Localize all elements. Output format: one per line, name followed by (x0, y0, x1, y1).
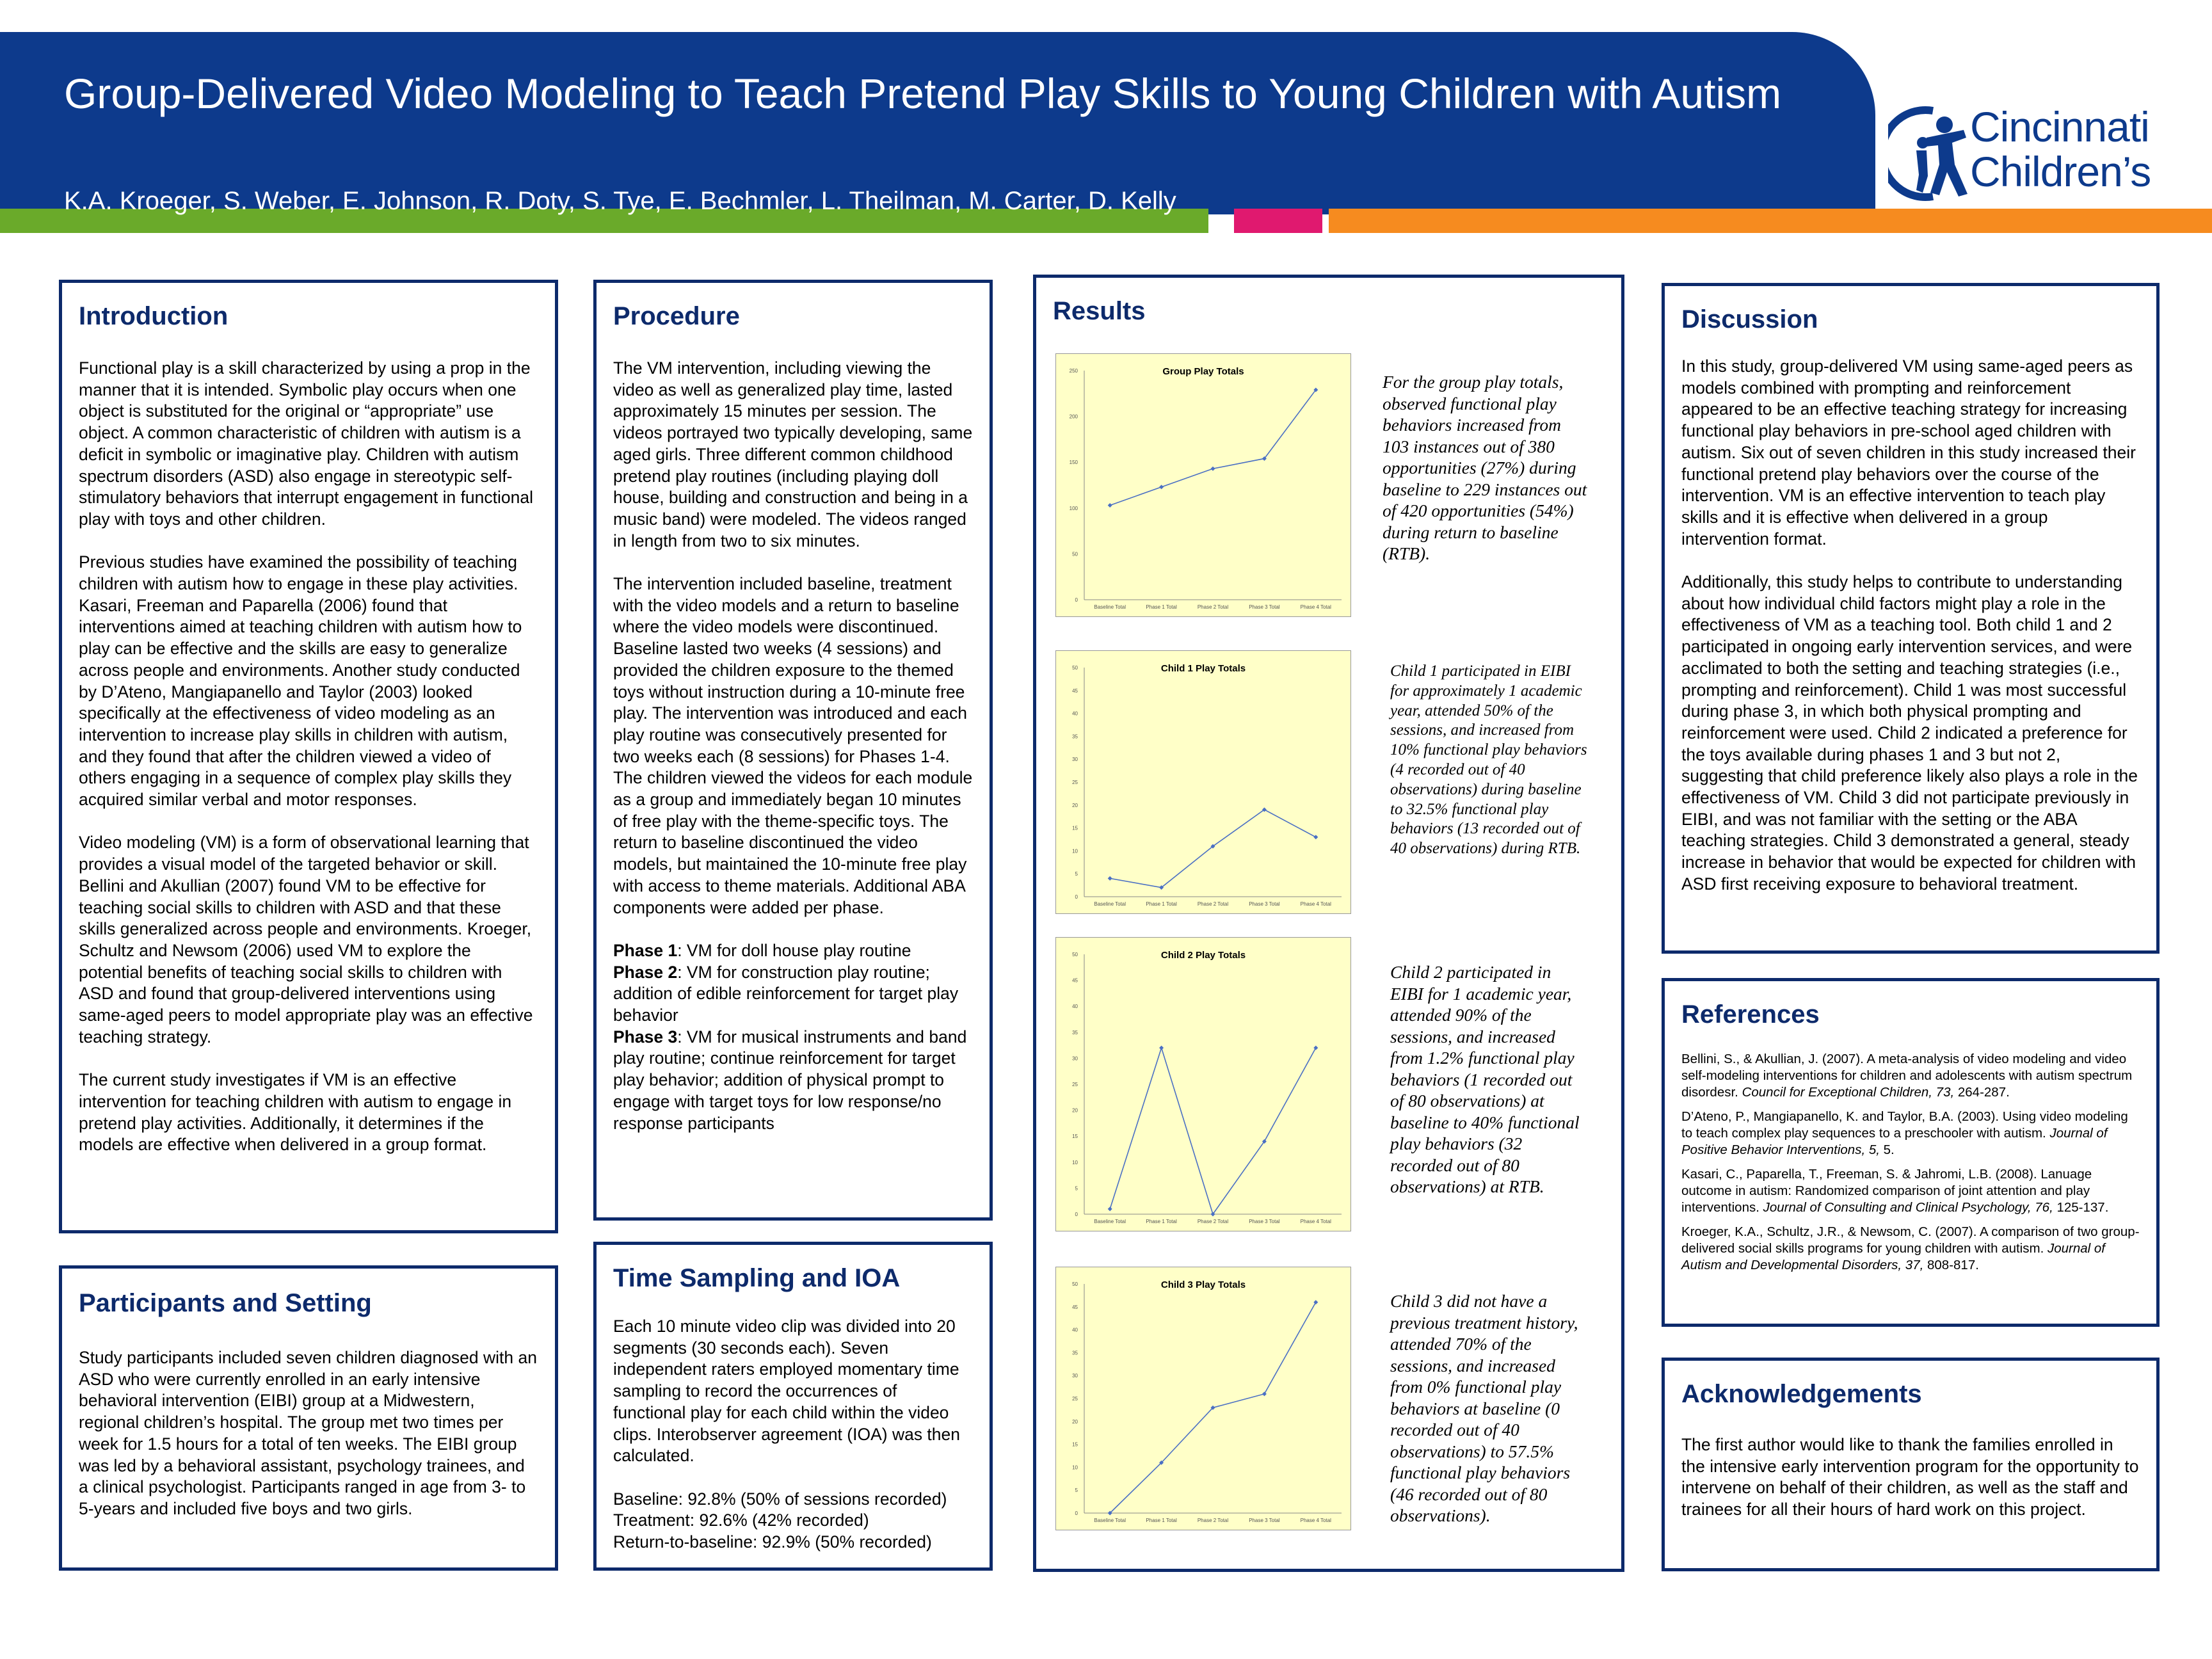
x-tick-label: Baseline Total (1094, 1219, 1126, 1224)
y-tick-label: 20 (1072, 1107, 1078, 1114)
procedure-phase-3 (613, 1027, 973, 1135)
child3-play-chart-svg (1056, 1267, 1350, 1530)
introduction-paragraph-2: Previous studies have examined the possibility of teaching children with autism how to engage in these play activities. Kasari, Freeman and Paparella (2006) found that interventions aimed at teaching children with autism how to play can be effective and the skills are easy to generalize across people and environments. Another study conducted by D’Ateno, Mangiapanello and Taylor (2003) looked specifically at the effectiveness of video modeling as an intervention to increase play skills in children with autism, and they found that after the children viewed a video of others engaging in a sequence of complex play skills they acquired similar verbal and motor responses. (79, 552, 522, 810)
x-tick-label: Phase 4 Total (1300, 604, 1331, 610)
y-tick-label: 10 (1072, 1159, 1078, 1166)
y-tick-label: 20 (1072, 1418, 1078, 1425)
acknowledgements-heading: Acknowledgements (1681, 1380, 1922, 1408)
y-tick-label: 50 (1072, 551, 1078, 557)
discussion-paragraph-1: In this study, group-delivered VM using same-aged peers as models combined with prompting and reinforcement appeared to be an effective teaching strategy for increasing functional play behaviors in pre-school aged children with autism. Six out of seven children in this study increased their functional pretend play behaviors over the course of the intervention. VM is an effective intervention to teach play skills and it is effective when delivered in a group intervention format. (1681, 357, 2136, 549)
y-tick-label: 30 (1072, 757, 1078, 763)
ioa-baseline: Baseline: 92.8% (50% of sessions recorded) (613, 1489, 947, 1509)
x-tick-label: Phase 3 Total (1249, 1518, 1280, 1523)
y-tick-label: 45 (1072, 1304, 1078, 1310)
x-tick-label: Phase 2 Total (1197, 1518, 1229, 1523)
data-point (1313, 1300, 1318, 1304)
x-tick-label: Phase 1 Total (1146, 1219, 1177, 1224)
phase-2-text: : VM for construction play routine; addition of edible reinforcement for target play behavior (613, 962, 959, 1025)
child2-play-chart (1055, 937, 1351, 1231)
reference-item: Kroeger, K.A., Schultz, J.R., & Newsom, C. (2007). A comparison of two group-delivered social skills programs for young children with autism. Journal of Autism and Developmental Disorders, 37, 808-817. (1681, 1224, 2140, 1272)
y-tick-label: 5 (1075, 871, 1078, 878)
y-tick-label: 30 (1072, 1055, 1078, 1062)
ioa-return-to-baseline: Return-to-baseline: 92.9% (50% recorded) (613, 1532, 932, 1552)
x-tick-label: Baseline Total (1094, 1518, 1126, 1523)
procedure-phase-1 (613, 940, 973, 962)
y-tick-label: 20 (1072, 802, 1078, 808)
series-line (1110, 810, 1316, 888)
x-tick-label: Phase 4 Total (1300, 901, 1331, 907)
y-tick-label: 200 (1069, 413, 1078, 420)
discussion-panel (1662, 283, 2160, 954)
y-tick-label: 10 (1072, 848, 1078, 854)
y-tick-label: 30 (1072, 1373, 1078, 1379)
y-tick-label: 5 (1075, 1487, 1078, 1494)
data-point (1313, 1046, 1318, 1050)
references-panel (1662, 978, 2160, 1327)
y-tick-label: 40 (1072, 1327, 1078, 1333)
y-tick-label: 15 (1072, 825, 1078, 831)
data-point (1159, 1046, 1164, 1050)
procedure-heading: Procedure (613, 302, 740, 330)
x-tick-label: Phase 1 Total (1146, 604, 1177, 610)
y-tick-label: 0 (1075, 1511, 1078, 1516)
y-tick-label: 35 (1072, 733, 1078, 740)
group-play-chart (1055, 353, 1351, 617)
reference-item: D’Ateno, P., Mangiapanello, K. and Taylor, B.A. (2003). Using video modeling to teach complex play sequences to a preschooler with autism. Journal of Positive Behavior Interventions, 5, 5. (1681, 1109, 2128, 1157)
pink-stripe (1234, 209, 1322, 233)
time-sampling-panel (593, 1242, 993, 1571)
participants-panel (59, 1265, 558, 1571)
procedure-phase-2 (613, 962, 973, 1027)
discussion-heading: Discussion (1681, 305, 1818, 333)
series-line (1110, 390, 1316, 505)
phase-1-label: Phase 1 (613, 940, 678, 960)
ioa-treatment: Treatment: 92.6% (42% recorded) (613, 1511, 869, 1530)
procedure-panel (593, 280, 993, 1221)
acknowledgements-panel (1662, 1358, 2160, 1571)
introduction-paragraph-4: The current study investigates if VM is an effective intervention for teaching children with autism to engage in pretend play activities. Additionally, it determines if the models are effective when delivered in a group format. (79, 1070, 512, 1155)
x-tick-label: Phase 4 Total (1300, 1518, 1331, 1523)
chart-title: Child 3 Play Totals (1160, 1279, 1246, 1290)
x-tick-label: Phase 1 Total (1146, 901, 1177, 907)
y-tick-label: 45 (1072, 977, 1078, 984)
time-sampling-heading: Time Sampling and IOA (613, 1264, 901, 1292)
child2-play-chart-svg (1056, 938, 1350, 1231)
y-tick-label: 0 (1075, 597, 1078, 603)
chart-title: Group Play Totals (1162, 366, 1244, 377)
logo-wordmark (1970, 104, 2151, 194)
child1-play-chart-svg (1056, 651, 1350, 913)
orange-stripe (1329, 209, 2212, 233)
data-point (1108, 1206, 1112, 1211)
time-sampling-paragraph: Each 10 minute video clip was divided into 20 segments (30 seconds each). Seven independent raters employed momentary time sampling to record the occurrences of functional play for each child within the video clips. Interobserver agreement (IOA) was then calculated. (613, 1317, 961, 1466)
y-tick-label: 15 (1072, 1441, 1078, 1448)
y-tick-label: 15 (1072, 1134, 1078, 1140)
phase-1-text: : VM for doll house play routine (677, 940, 911, 960)
y-tick-label: 40 (1072, 710, 1078, 717)
y-tick-label: 150 (1069, 460, 1078, 466)
y-tick-label: 50 (1072, 665, 1078, 671)
references-heading: References (1681, 1000, 1820, 1029)
phase-3-text: : VM for musical instruments and band play routine; continue reinforcement for target play behavior; addition of physical prompt to engage with target toys for low response/no response participants (613, 1027, 967, 1133)
chart-title: Child 1 Play Totals (1160, 663, 1246, 674)
x-tick-label: Baseline Total (1094, 901, 1126, 907)
x-tick-label: Phase 2 Total (1197, 901, 1229, 907)
y-tick-label: 0 (1075, 894, 1078, 900)
results-heading: Results (1053, 297, 1146, 325)
acknowledgements-paragraph: The first author would like to thank the families enrolled in the intensive early intervention program for the opportunity to intervene on behalf of their children, as well as the staff and trainees for all their hours of hard work on this project. (1681, 1435, 2139, 1519)
data-point (1108, 876, 1112, 881)
child1-play-chart (1055, 650, 1351, 914)
child3-play-chart (1055, 1267, 1351, 1530)
x-tick-label: Baseline Total (1094, 604, 1126, 610)
phase-3-label: Phase 3 (613, 1027, 678, 1046)
x-tick-label: Phase 3 Total (1249, 901, 1280, 907)
y-tick-label: 50 (1072, 1281, 1078, 1287)
participants-heading: Participants and Setting (79, 1289, 372, 1317)
introduction-paragraph-3: Video modeling (VM) is a form of observational learning that provides a visual model of the targeted behavior or skill. Bellini and Akullian (2007) found VM to be effective for teaching social skills to children with ASD and that these skills generalized across people and environments. Kroeger, Schultz and Newsom (2006) used VM to explore the potential benefits of teaching social skills to children with ASD and found that group-delivered interventions using same-aged peers to model appropriate play was an effective teaching strategy. (79, 833, 533, 1046)
y-tick-label: 45 (1072, 687, 1078, 694)
introduction-panel (59, 280, 558, 1233)
y-tick-label: 0 (1075, 1212, 1078, 1217)
reference-item: Bellini, S., & Akullian, J. (2007). A meta-analysis of video modeling and video self-modeling interventions for children and adolescents with autism spectrum disordesr. Council for Exceptional Children, 73, 264-287. (1681, 1052, 2133, 1100)
x-tick-label: Phase 2 Total (1197, 604, 1229, 610)
y-tick-label: 100 (1069, 505, 1078, 511)
y-tick-label: 35 (1072, 1029, 1078, 1036)
y-tick-label: 35 (1072, 1350, 1078, 1356)
y-tick-label: 25 (1072, 780, 1078, 785)
y-tick-label: 5 (1075, 1185, 1078, 1192)
author-list: K.A. Kroeger, S. Weber, E. Johnson, R. Doty, S. Tye, E. Bechmler, L. Theilman, M. Carter, D. Kelly (64, 187, 1176, 215)
child1-caption: Child 1 participated in EIBI for approximately 1 academic year, attended 50% of the sessions, and increased from 10% functional play behaviors (4 recorded out of 40 observations) during baseline to 32.5% functional play behaviors (13 recorded out of 40 observations) during RTB. (1390, 662, 1587, 858)
x-tick-label: Phase 2 Total (1197, 1219, 1229, 1224)
group-play-chart-svg (1056, 354, 1350, 616)
y-tick-label: 250 (1069, 368, 1078, 374)
introduction-heading: Introduction (79, 302, 228, 330)
y-tick-label: 50 (1072, 952, 1078, 958)
group-play-caption: For the group play totals, observed functional play behaviors increased from 103 instances out of 380 opportunities (27%) during baseline to 229 instances out of 420 opportunities (54%) during return to baseline (RTB). (1382, 372, 1587, 563)
y-tick-label: 40 (1072, 1004, 1078, 1010)
poster-title: Group-Delivered Video Modeling to Teach Pretend Play Skills to Young Children with Autism (64, 70, 1782, 117)
x-tick-label: Phase 3 Total (1249, 1219, 1280, 1224)
data-point (1313, 835, 1318, 839)
y-tick-label: 25 (1072, 1396, 1078, 1402)
child2-caption: Child 2 participated in EIBI for 1 academic year, attended 90% of the sessions, and increased from 1.2% functional play behaviors (1 recorded out of 80 observations) at baseline to 40% functional play behaviors (32 recorded out of 80 observations) at RTB. (1390, 962, 1580, 1196)
procedure-paragraph-2: The intervention included baseline, treatment with the video models and a return to baseline where the video models were discontinued. Baseline lasted two weeks (4 sessions) and provided the children exposure to the themed toys without instruction during a 10-minute free play. The intervention was introduced and each play routine was consecutively presented for two weeks each (8 sessions) for Phases 1-4. The children viewed the videos for each module as a group and immediately began 10 minutes of free play with the theme-specific toys. The return to baseline discontinued the video models, but maintained the 10-minute free play with access to theme materials. Additional ABA components were added per phase. (613, 574, 973, 917)
child3-caption: Child 3 did not have a previous treatment history, attended 70% of the sessions, and increased from 0% functional play behaviors at baseline (0 recorded out of 40 observations) to 57.5% functional play behaviors (46 recorded out of 80 observations). (1390, 1291, 1578, 1525)
y-tick-label: 10 (1072, 1464, 1078, 1471)
phase-2-label: Phase 2 (613, 962, 678, 982)
discussion-paragraph-2: Additionally, this study helps to contribute to understanding about how individual child factors might play a role in the effectiveness of VM as a teaching tool. Both child 1 and 2 participated in ongoing early intervention services, and were acclimated to both the setting and teaching strategies (i.e., prompting and reinforcement). Child 1 was most successful during phase 3, in which both physical prompting and reinforcement were used. Child 2 indicated a preference for the toys available during phases 1 and 3 but not 2, suggesting that child preference likely also plays a role in the effectiveness of VM. Child 3 did not participate previously in EIBI, and was not familiar with the setting or the ABA teaching strategies. Child 3 demonstrated a general, steady increase in behavior that would be expected for children with ASD first receiving exposure to behavioral treatment. (1681, 572, 2138, 894)
chart-title: Child 2 Play Totals (1160, 950, 1246, 961)
x-tick-label: Phase 4 Total (1300, 1219, 1331, 1224)
logo-line-1: Cincinnati (1970, 103, 2149, 150)
introduction-paragraph-1: Functional play is a skill characterized by using a prop in the manner that it is intended. Symbolic play occurs when one object is substituted for the original or “appropriate” use object. A common characteristic of children with autism is a deficit in symbolic or imaginative play. Children with autism spectrum disorders (ASD) also engage in stereotypic self-stimulatory behaviors that interrupt engagement in functional play with toys and other children. (79, 358, 534, 529)
series-line (1110, 1048, 1316, 1214)
reference-item: Kasari, C., Paparella, T., Freeman, S. & Jahromi, L.B. (2008). Lanuage outcome in autism: Randomized comparison of joint attention and play interventions. Journal of Consulting and Clinical Psychology, 76, 125-137. (1681, 1167, 2109, 1215)
data-point (1262, 1391, 1267, 1396)
data-point (1211, 467, 1215, 471)
data-point (1108, 503, 1112, 508)
y-tick-label: 25 (1072, 1082, 1078, 1087)
participants-paragraph: Study participants included seven children diagnosed with an ASD who were currently enrolled in an early intensive behavioral intervention (EIBI) group at a Midwestern, regional children’s hospital. The group met two times per week for 1.5 hours for a total of ten weeks. The EIBI group was led by a behavioral assistant, psychology trainees, and a clinical psychologist. Participants ranged in age from 3- to 5-years and included five boys and two girls. (79, 1348, 537, 1518)
data-point (1159, 485, 1164, 489)
procedure-paragraph-1: The VM intervention, including viewing the video as well as generalized play time, lasted approximately 15 minutes per session. The videos portrayed two typically developing, same aged girls. Three different common childhood pretend play routines (including playing doll house, building and construction and being in a music band) were modeled. The videos ranged in length from two to six minutes. (613, 358, 973, 550)
x-tick-label: Phase 1 Total (1146, 1518, 1177, 1523)
logo-line-2: Children’s (1970, 148, 2151, 195)
x-tick-label: Phase 3 Total (1249, 604, 1280, 610)
